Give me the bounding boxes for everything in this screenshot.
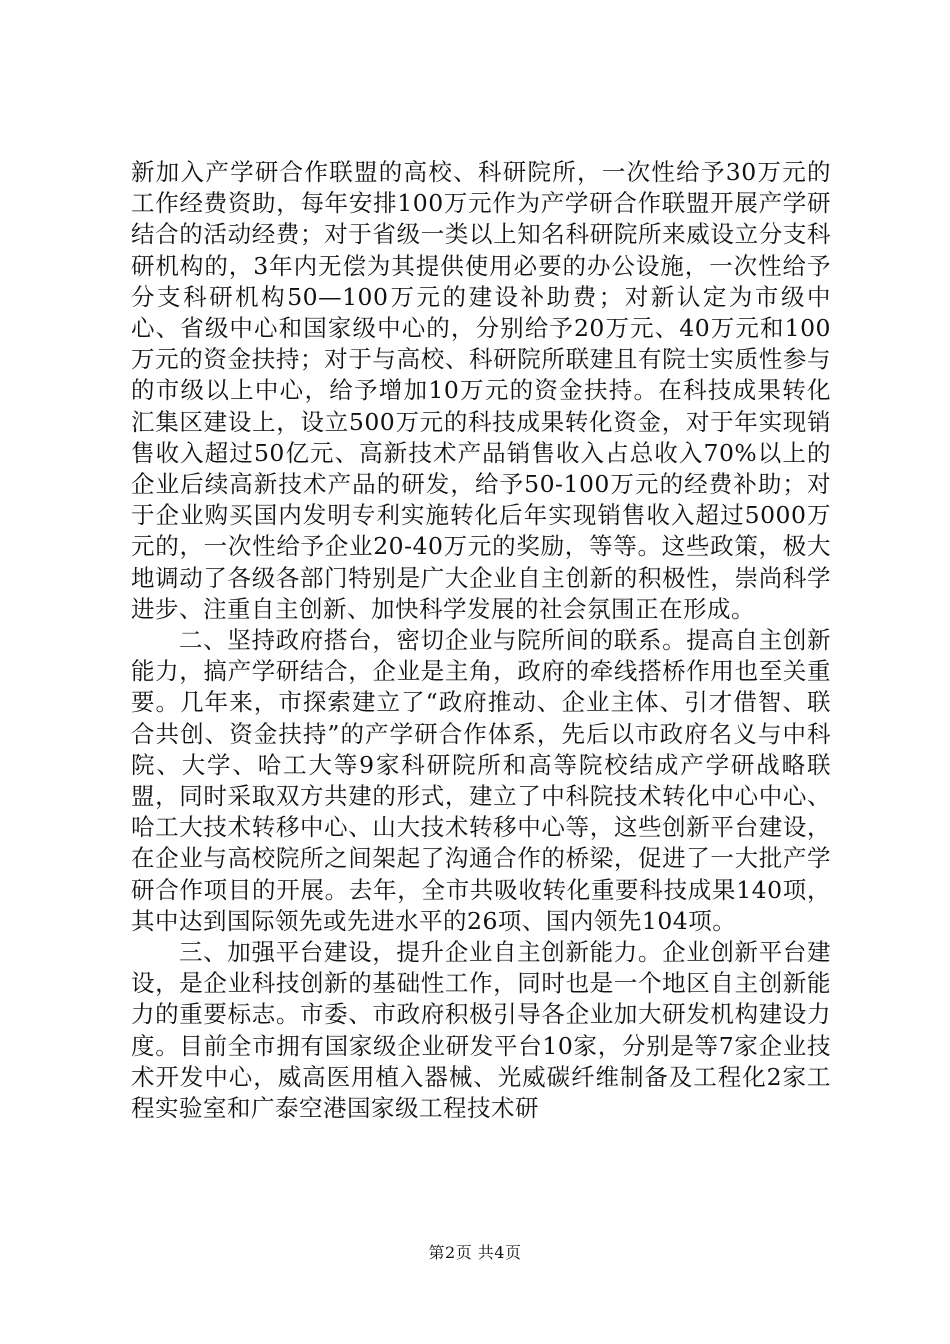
paragraph-innovation-platform: 三、加强平台建设，提升企业自主创新能力。企业创新平台建设，是企业科技创新的基础性工作，同时也是一个地区自主创新能力的重要标志。市委、市政府积极引导各企业加大研发机构建设力度。目前全市拥有国家级企业研发平台10家，分别是等7家企业技术开发中心，威高医用植入器械、光威碳纤维制备及工程化2家工程实验室和广泰空港国家级工程技术研	[131, 938, 831, 1123]
page-number-footer: 第2页 共4页	[428, 1243, 522, 1262]
paragraph-policy-funding: 新加入产学研合作联盟的高校、科研院所，一次性给予30万元的工作经费资助，每年安排100万元作为产学研合作联盟开展产学研结合的活动经费；对于省级一类以上知名科研院所来威设立分支科研机构的，3年内无偿为其提供使用必要的办公设施，一次性给予分支科研机构50—100万元的建设补助费；对新认定为市级中心、省级中心和国家级中心的，分别给予20万元、40万元和100万元的资金扶持；对于与高校、科研院所联建且有院士实质性参与的市级以上中心，给予增加10万元的资金扶持。在科技成果转化汇集区建设上，设立500万元的科技成果转化资金，对于年实现销售收入超过50亿元、高新技术产品销售收入占总收入70%以上的企业后续高新技术产品的研发，给予50-100万元的经费补助；对于企业购买国内发明专利实施转化后年实现销售收入超过5000万元的，一次性给予企业20-40万元的奖励，等等。这些政策，极大地调动了各级各部门特别是广大企业自主创新的积极性，崇尚科学进步、注重自主创新、加快科学发展的社会氛围正在形成。	[131, 158, 831, 623]
paragraph-government-platform: 二、坚持政府搭台，密切企业与院所间的联系。提高自主创新能力，搞产学研结合，企业是主角，政府的牵线搭桥作用也至关重要。几年来，市探索建立了“政府推动、企业主体、引才借智、联合共创、资金扶持”的产学研合作体系，先后以市政府名义与中科院、大学、哈工大等9家科研院所和高等院校结成产学研战略联盟，同时采取双方共建的形式，建立了中科院技术转化中心中心、哈工大技术转移中心、山大技术转移中心等，这些创新平台建设，在企业与高校院所之间架起了沟通合作的桥梁，促进了一大批产学研合作项目的开展。去年，全市共吸收转化重要科技成果140项，其中达到国际领先或先进水平的26项、国内领先104项。	[131, 626, 831, 935]
document-body	[131, 157, 831, 1124]
